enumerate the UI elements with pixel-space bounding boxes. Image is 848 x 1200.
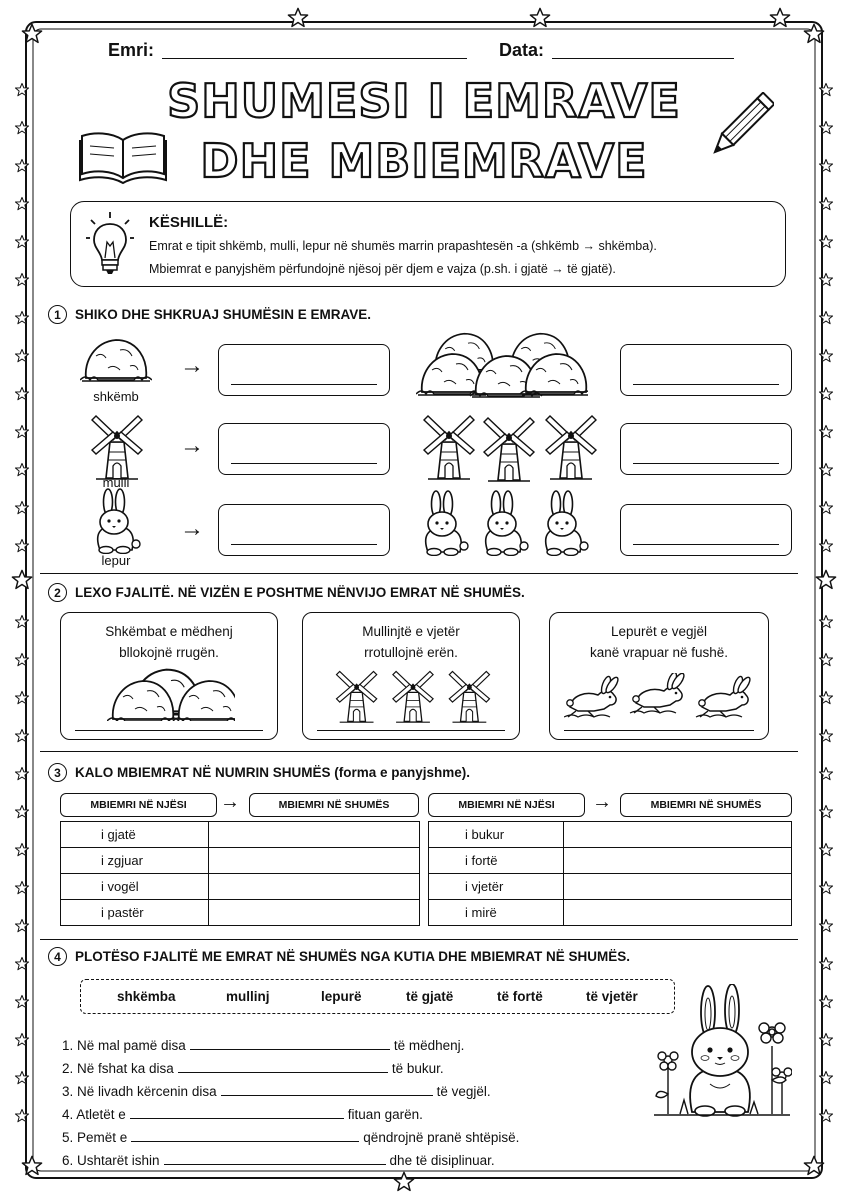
adjectives-table-left bbox=[60, 821, 420, 926]
answer-box-windmills[interactable] bbox=[620, 423, 792, 475]
answer-box-rabbit[interactable] bbox=[218, 504, 390, 556]
word-bank-item: të vjetër bbox=[586, 989, 638, 1004]
card-line-2: kanë vrapuar në fushë. bbox=[589, 645, 729, 660]
sentence-card-rocks bbox=[60, 612, 278, 740]
divider bbox=[40, 751, 798, 752]
section-title: LEXO FJALITË. NË VIZËN E POSHTME NËNVIJO EMRAT NË SHUMËS. bbox=[75, 585, 525, 600]
star-icon bbox=[770, 8, 789, 26]
blank-field[interactable] bbox=[190, 1036, 390, 1050]
underline-answer[interactable] bbox=[564, 730, 754, 731]
tip-line-2: Mbiemrat e panyjshëm përfundojnë njësoj për djem e vajza (p.sh. i gjatë → të gjatë). bbox=[149, 262, 616, 276]
table-row bbox=[429, 848, 792, 874]
section-1-heading bbox=[48, 305, 371, 324]
star-icon bbox=[530, 8, 549, 26]
underline-answer[interactable] bbox=[317, 730, 505, 731]
pencil-icon bbox=[704, 92, 774, 164]
adjective-cell: i vogël bbox=[61, 874, 209, 900]
arrow-icon: → bbox=[592, 791, 612, 813]
blank-field[interactable] bbox=[164, 1151, 386, 1165]
blank-field[interactable] bbox=[130, 1105, 344, 1119]
section-number: 4 bbox=[48, 947, 67, 966]
tip-box bbox=[70, 201, 786, 287]
star-icon bbox=[12, 570, 31, 588]
sentence-3: 3. Në livadh kërcenin disa të vegjël. bbox=[62, 1084, 491, 1099]
windmill-icon bbox=[82, 408, 152, 484]
answer-box-rabbits[interactable] bbox=[620, 504, 792, 556]
answer-cell[interactable] bbox=[564, 900, 792, 926]
adjective-cell: i gjatë bbox=[61, 822, 209, 848]
card-line-1: Lepurët e vegjël bbox=[610, 624, 708, 639]
lightbulb-icon bbox=[85, 210, 135, 278]
table-row bbox=[429, 822, 792, 848]
section-number: 3 bbox=[48, 763, 67, 782]
table-row bbox=[429, 874, 792, 900]
section-title: KALO MBIEMRAT NË NUMRIN SHUMËS (forma e panyjshme). bbox=[75, 765, 471, 780]
table-row bbox=[61, 874, 420, 900]
answer-cell[interactable] bbox=[564, 848, 792, 874]
section-number: 2 bbox=[48, 583, 67, 602]
card-line-2: bllokojnë rrugën. bbox=[119, 645, 219, 660]
underline-answer[interactable] bbox=[75, 730, 263, 731]
answer-cell[interactable] bbox=[209, 848, 420, 874]
rock-icon bbox=[80, 334, 152, 386]
name-label: Emri: bbox=[108, 40, 155, 60]
card-line-1: Mullinjtë e vjetër bbox=[362, 624, 460, 639]
sentence-2: 2. Në fshat ka disa të bukur. bbox=[62, 1061, 444, 1076]
arrow-icon: → bbox=[180, 352, 204, 379]
name-field[interactable] bbox=[162, 58, 467, 59]
section-3-heading bbox=[48, 763, 470, 782]
tip-line-1: Emrat e tipit shkëmb, mulli, lepur në shumës marrin prapashtesën -a (shkëmb → shkëmba). bbox=[149, 239, 657, 253]
date-label: Data: bbox=[499, 40, 545, 60]
col-header-singular: MBIEMRI NË NJËSI bbox=[428, 793, 585, 817]
answer-box-rock[interactable] bbox=[218, 344, 390, 396]
col-header-plural: MBIEMRI NË SHUMËS bbox=[249, 793, 419, 817]
star-icon bbox=[288, 8, 307, 26]
star-icon bbox=[394, 1172, 413, 1190]
tip-title: KËSHILLË: bbox=[149, 214, 229, 231]
answer-box-rocks[interactable] bbox=[620, 344, 792, 396]
label-windmill: mulli bbox=[102, 475, 130, 490]
sentence-card-rabbits bbox=[549, 612, 769, 740]
answer-box-windmill[interactable] bbox=[218, 423, 390, 475]
answer-cell[interactable] bbox=[564, 874, 792, 900]
answer-cell[interactable] bbox=[209, 874, 420, 900]
rabbit-icon bbox=[86, 488, 146, 554]
adjective-cell: i fortë bbox=[429, 848, 564, 874]
adjective-cell: i vjetër bbox=[429, 874, 564, 900]
section-title: PLOTËSO FJALITË ME EMRAT NË SHUMËS NGA KUTIA DHE MBIEMRAT NË SHUMËS. bbox=[75, 949, 631, 964]
sentence-5: 5. Pemët e qëndrojnë pranë shtëpisë. bbox=[62, 1130, 520, 1145]
date-field[interactable] bbox=[552, 58, 734, 59]
rocks-group-icon bbox=[416, 326, 588, 400]
answer-cell[interactable] bbox=[209, 822, 420, 848]
star-icon bbox=[816, 570, 835, 588]
table-row bbox=[61, 900, 420, 926]
adjective-cell: i bukur bbox=[429, 822, 564, 848]
table-row bbox=[429, 900, 792, 926]
adjectives-table-right bbox=[428, 821, 792, 926]
title-line-1: SHUMESI I EMRAVE bbox=[167, 74, 681, 128]
sentence-6: 6. Ushtarët ishin dhe të disiplinuar. bbox=[62, 1153, 495, 1168]
rabbits-group-icon bbox=[414, 490, 594, 556]
col-header-singular: MBIEMRI NË NJËSI bbox=[60, 793, 217, 817]
running-rabbits-icon bbox=[564, 673, 754, 719]
word-bank-item: të gjatë bbox=[406, 989, 454, 1004]
windmills-icon bbox=[327, 665, 499, 723]
col-header-plural: MBIEMRI NË SHUMËS bbox=[620, 793, 792, 817]
bunny-flowers-illustration bbox=[650, 984, 792, 1126]
word-bank-item: lepurë bbox=[321, 989, 362, 1004]
sentence-4: 4. Atletët e fituan garën. bbox=[62, 1107, 423, 1122]
blank-field[interactable] bbox=[221, 1082, 433, 1096]
open-book-icon bbox=[78, 128, 168, 186]
arrow-icon: → bbox=[180, 432, 204, 459]
title-line-2: DHE MBIEMRAVE bbox=[200, 134, 648, 188]
word-bank bbox=[80, 979, 675, 1014]
sentence-1: 1. Në mal pamë disa të mëdhenj. bbox=[62, 1038, 465, 1053]
arrow-icon: → bbox=[180, 515, 204, 542]
blank-field[interactable] bbox=[178, 1059, 388, 1073]
table-row bbox=[61, 848, 420, 874]
arrow-icon: → bbox=[220, 791, 240, 813]
answer-cell[interactable] bbox=[209, 900, 420, 926]
divider bbox=[40, 939, 798, 940]
section-2-heading bbox=[48, 583, 525, 602]
card-line-1: Shkëmbat e mëdhenj bbox=[105, 624, 233, 639]
word-bank-item: të fortë bbox=[497, 989, 543, 1004]
sentence-card-windmills bbox=[302, 612, 520, 740]
section-title: SHIKO DHE SHKRUAJ SHUMËSIN E EMRAVE. bbox=[75, 307, 372, 322]
word-bank-item: mullinj bbox=[226, 989, 270, 1004]
adjective-cell: i pastër bbox=[61, 900, 209, 926]
label-rabbit: lepur bbox=[101, 553, 131, 568]
label-rock: shkëmb bbox=[93, 389, 139, 404]
adjective-cell: i mirë bbox=[429, 900, 564, 926]
windmills-group-icon bbox=[414, 408, 598, 486]
card-line-2: rrotullojnë erën. bbox=[364, 645, 458, 660]
section-4-heading bbox=[48, 947, 630, 966]
adjective-cell: i zgjuar bbox=[61, 848, 209, 874]
rocks-icon bbox=[107, 663, 235, 721]
table-row bbox=[61, 822, 420, 848]
answer-cell[interactable] bbox=[564, 822, 792, 848]
divider bbox=[40, 573, 798, 574]
word-bank-item: shkëmba bbox=[117, 989, 176, 1004]
blank-field[interactable] bbox=[131, 1128, 359, 1142]
section-number: 1 bbox=[48, 305, 67, 324]
